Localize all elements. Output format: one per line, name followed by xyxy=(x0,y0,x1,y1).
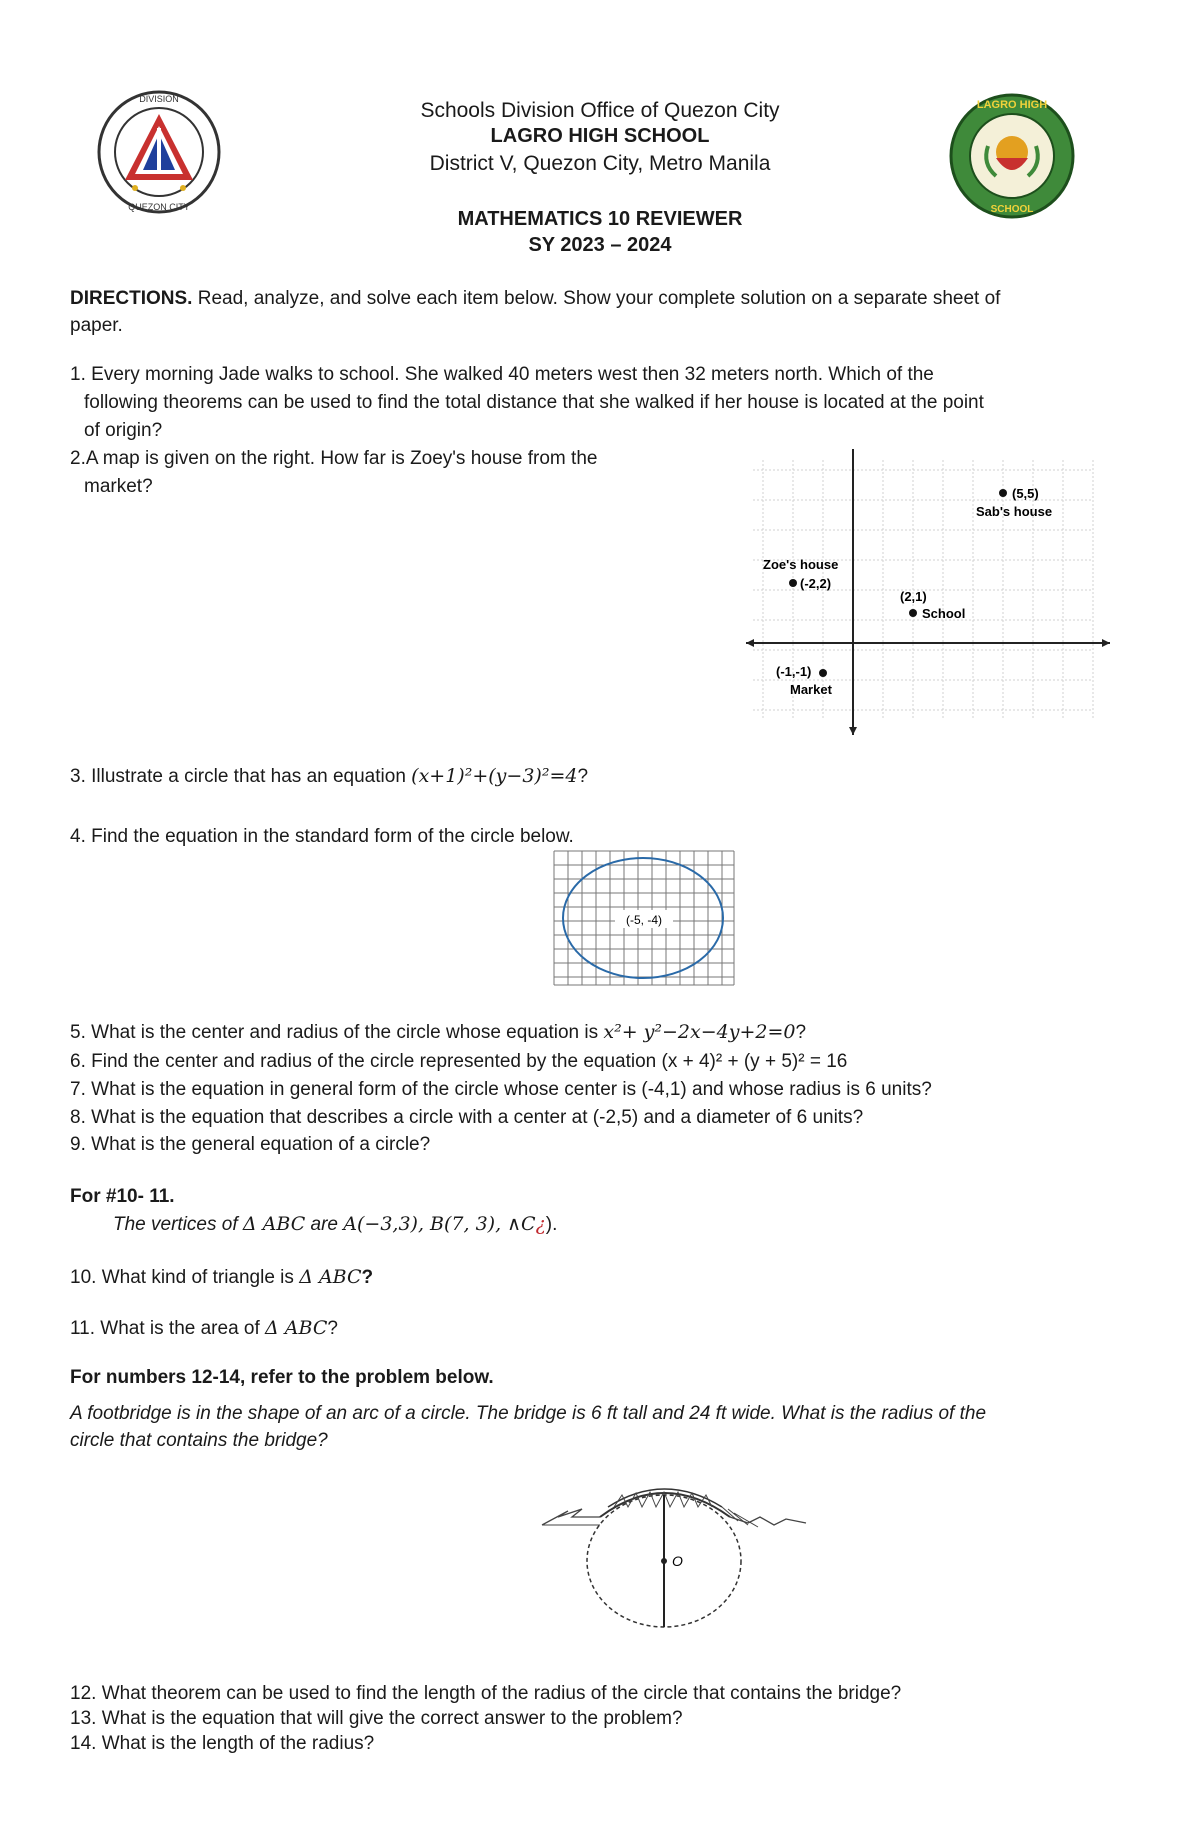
question-11-number: 11. xyxy=(70,1318,96,1339)
question-5-equation: x²+ y²−2x−4y+2=0 xyxy=(603,1021,796,1043)
sab-label: Sab's house xyxy=(976,504,1053,519)
school-label: School xyxy=(922,606,966,621)
question-3-number: 3. xyxy=(70,766,86,787)
circle-center-label: (-5, -4) xyxy=(626,913,662,927)
question-14-number: 14. xyxy=(70,1733,97,1754)
question-11-text: What is the area of xyxy=(100,1318,266,1339)
question-11-end: ? xyxy=(327,1318,338,1339)
question-12-text: What theorem can be used to find the length of the radius of the circle that contains the bridge? xyxy=(101,1683,902,1704)
question-1-line-2: following theorems can be used to find the total distance that she walked if her house is located at the point xyxy=(84,392,984,413)
bridge-problem-line-1: A footbridge is in the shape of an arc of a circle. The bridge is 6 ft tall and 24 ft wide. What is the radius of the xyxy=(70,1403,987,1424)
triangle-vertices-pre: The vertices of xyxy=(113,1214,243,1235)
question-2-line-2: market? xyxy=(84,476,153,497)
svg-text:LAGRO HIGH: LAGRO HIGH xyxy=(976,99,1048,111)
question-2-number: 2. xyxy=(70,448,86,469)
question-14 xyxy=(70,1732,374,1756)
market-point xyxy=(819,669,827,677)
question-7 xyxy=(70,1078,932,1102)
question-13 xyxy=(70,1707,683,1731)
question-4 xyxy=(70,825,574,849)
question-6-text: Find the center and radius of the circle represented by the equation (x + 4)² + (y + 5)² = 16 xyxy=(91,1051,848,1072)
market-coord: (-1,-1) xyxy=(776,664,812,679)
question-7-text: What is the equation in general form of the circle whose center is (-4,1) and whose radius is 6 units? xyxy=(91,1079,932,1100)
question-3-equation: (x+1)²+(y−3)²=4 xyxy=(411,765,578,787)
render-error-glyph: ¿ xyxy=(535,1213,546,1235)
coordinate-map xyxy=(738,445,1118,740)
question-5-text: What is the center and radius of the circle whose equation is xyxy=(85,1022,604,1043)
directions-label: DIRECTIONS. xyxy=(70,288,193,309)
question-14-text: What is the length of the radius? xyxy=(101,1733,375,1754)
directions xyxy=(70,287,1000,311)
question-9-number: 9. xyxy=(70,1134,86,1155)
triangle-vertices-end: ). xyxy=(545,1214,558,1235)
question-7-number: 7. xyxy=(70,1079,86,1100)
question-1-line-3: of origin? xyxy=(84,420,163,441)
question-8-text: What is the equation that describes a circle with a center at (-2,5) and a diameter of 6 units? xyxy=(91,1107,864,1128)
school-name: LAGRO HIGH SCHOOL xyxy=(490,125,710,147)
document-title: MATHEMATICS 10 REVIEWER xyxy=(457,208,743,230)
question-1-line-1: Every morning Jade walks to school. She walked 40 meters west then 32 meters north. Which of the xyxy=(91,364,934,385)
question-10-triangle: Δ ABC xyxy=(299,1266,362,1288)
question-9 xyxy=(70,1133,430,1157)
directions-text: Read, analyze, and solve each item below. Show your complete solution on a separate sheet of xyxy=(192,288,1001,309)
question-10-text: What kind of triangle is xyxy=(101,1267,300,1288)
svg-text:SCHOOL: SCHOOL xyxy=(990,204,1034,215)
triangle-vertices xyxy=(113,1212,557,1237)
question-4-text: Find the equation in the standard form of the circle below. xyxy=(91,826,574,847)
question-5-number: 5. xyxy=(70,1022,86,1043)
sab-house-point xyxy=(999,489,1007,497)
question-11-triangle: Δ ABC xyxy=(265,1317,328,1339)
question-12-number: 12. xyxy=(70,1683,97,1704)
question-13-text: What is the equation that will give the correct answer to the problem? xyxy=(101,1708,683,1729)
question-1-number: 1. xyxy=(70,364,86,385)
zoe-coord: (-2,2) xyxy=(800,576,832,591)
section-10-11-label: For #10- 11. xyxy=(70,1186,175,1207)
directions-text-2: paper. xyxy=(70,315,123,336)
bridge-center-point xyxy=(661,1558,667,1564)
question-6-number: 6. xyxy=(70,1051,86,1072)
footbridge-figure xyxy=(538,1475,810,1630)
question-10 xyxy=(70,1265,373,1290)
division-office-name: Schools Division Office of Quezon City xyxy=(420,99,780,122)
question-11 xyxy=(70,1316,338,1341)
school-coord: (2,1) xyxy=(900,589,927,604)
triangle-name: Δ ABC xyxy=(242,1213,306,1235)
circle-grid-figure xyxy=(553,850,735,986)
question-2-line-1: A map is given on the right. How far is Zoey's house from the xyxy=(85,448,598,469)
question-8 xyxy=(70,1106,863,1130)
bridge-left-ground xyxy=(542,1509,600,1525)
bridge-right-ground xyxy=(730,1517,806,1525)
question-3 xyxy=(70,764,588,789)
question-3-text: Illustrate a circle that has an equation xyxy=(91,766,412,787)
question-3-end: ? xyxy=(577,766,589,787)
section-12-14-label: For numbers 12-14, refer to the problem below. xyxy=(70,1367,494,1388)
bridge-center-label: O xyxy=(672,1553,683,1569)
question-5 xyxy=(70,1020,806,1045)
question-10-end: ? xyxy=(361,1267,374,1288)
triangle-vertices-mid: are xyxy=(305,1214,344,1235)
question-5-end: ? xyxy=(795,1022,807,1043)
bridge-problem-line-2: circle that contains the bridge? xyxy=(70,1430,328,1451)
vertex-list: A(−3,3), B(7, 3), ∧C xyxy=(343,1213,536,1235)
sab-coord: (5,5) xyxy=(1012,486,1039,501)
question-9-text: What is the general equation of a circle? xyxy=(91,1134,431,1155)
question-1 xyxy=(70,363,934,387)
school-year: SY 2023 – 2024 xyxy=(528,234,672,256)
question-6 xyxy=(70,1050,847,1074)
question-12 xyxy=(70,1682,901,1706)
school-point xyxy=(909,609,917,617)
question-10-number: 10. xyxy=(70,1267,97,1288)
question-2 xyxy=(70,447,597,471)
market-label: Market xyxy=(790,682,832,697)
zoe-label: Zoe's house xyxy=(763,557,839,572)
question-8-number: 8. xyxy=(70,1107,86,1128)
question-13-number: 13. xyxy=(70,1708,97,1729)
school-address: District V, Quezon City, Metro Manila xyxy=(429,152,771,175)
zoe-house-point xyxy=(789,579,797,587)
question-4-number: 4. xyxy=(70,826,86,847)
svg-text:QUEZON CITY: QUEZON CITY xyxy=(128,202,190,212)
svg-text:DIVISION: DIVISION xyxy=(139,94,179,104)
